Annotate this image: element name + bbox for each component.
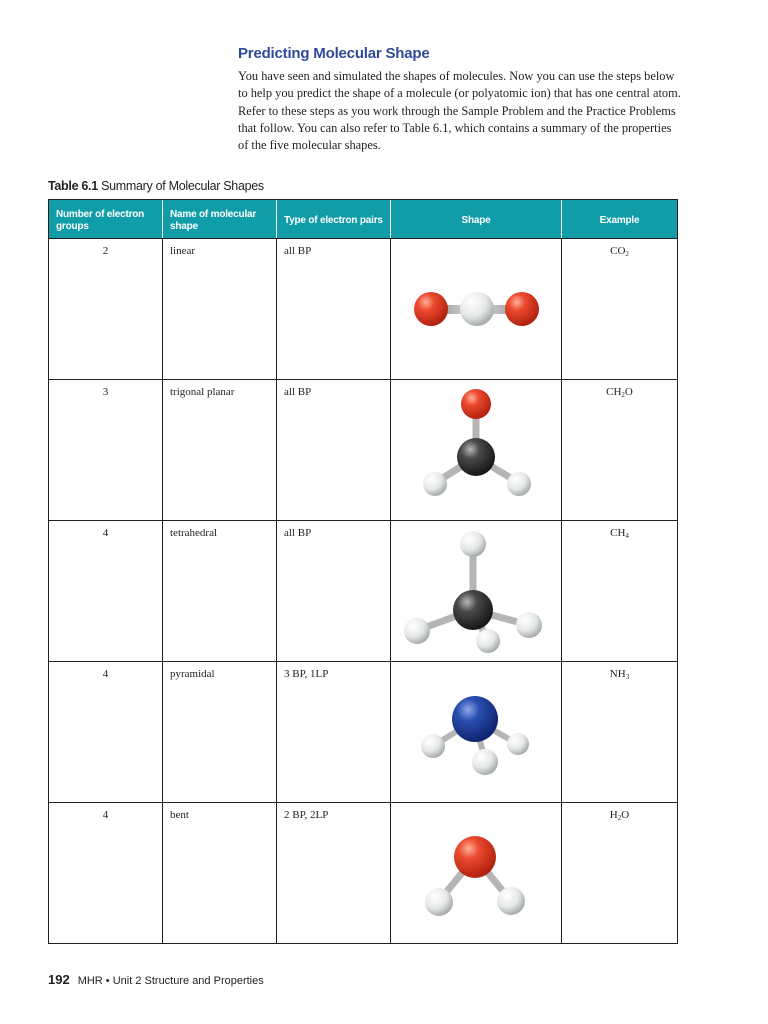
header-shape: Shape: [391, 200, 562, 239]
bent-h2o-model: [391, 806, 561, 940]
page-footer: [48, 972, 264, 987]
shape-name-cell: trigonal planar: [163, 380, 277, 521]
example-formula-cell: $H_2O$: [562, 803, 678, 944]
intro-paragraph: You have seen and simulated the shapes of molecules. Now you can use the steps below to help you predict the shape of a molecule (or polyatomic ion) that has one central atom. Refer to these steps as you work through the Sample Problem and the Practice Problems that follow. You can also refer to Table 6.1, which contains a summary of the properties of the five molecular shapes.: [238, 69, 681, 153]
section-heading: Predicting Molecular Shape: [238, 45, 430, 62]
example-formula-cell: $CH_2O$: [562, 380, 678, 521]
shape-cell: [391, 803, 562, 944]
table-row: [49, 662, 678, 803]
electron-groups-cell: 2: [49, 239, 163, 380]
electron-groups-cell: 4: [49, 521, 163, 662]
table-caption: [48, 179, 264, 193]
table-caption-text: Summary of Molecular Shapes: [101, 179, 264, 193]
shape-cell: [391, 521, 562, 662]
electron-pairs-cell: 3 BP, 1LP: [277, 662, 391, 803]
table-row: [49, 521, 678, 662]
electron-pairs-cell: all BP: [277, 239, 391, 380]
electron-groups-cell: 4: [49, 662, 163, 803]
header-shape-name: Name of molecular shape: [163, 200, 277, 239]
pyramidal-nh3-model: [391, 665, 561, 799]
electron-groups-cell: 3: [49, 380, 163, 521]
electron-pairs-cell: 2 BP, 2LP: [277, 803, 391, 944]
shape-name-cell: bent: [163, 803, 277, 944]
table-row: [49, 380, 678, 521]
table-header-row: [49, 200, 678, 239]
shape-name-cell: tetrahedral: [163, 521, 277, 662]
electron-pairs-cell: all BP: [277, 521, 391, 662]
molecular-shapes-table: [48, 199, 678, 944]
footer-text: MHR • Unit 2 Structure and Properties: [77, 975, 264, 987]
page-number: 192: [48, 972, 70, 987]
example-formula-cell: $CO_2$: [562, 239, 678, 380]
table-row: [49, 239, 678, 380]
header-electron-pairs: Type of electron pairs: [277, 200, 391, 239]
shape-cell: [391, 380, 562, 521]
electron-pairs-cell: all BP: [277, 380, 391, 521]
table-caption-label: Table 6.1: [48, 179, 98, 193]
header-example: Example: [562, 200, 678, 239]
table-row: [49, 803, 678, 944]
shape-cell: [391, 662, 562, 803]
linear-co2-model: [391, 242, 561, 376]
header-electron-groups: Number of electron groups: [49, 200, 163, 239]
shape-name-cell: pyramidal: [163, 662, 277, 803]
electron-groups-cell: 4: [49, 803, 163, 944]
trigonal-planar-ch2o-model: [391, 383, 561, 517]
tetrahedral-ch4-model: [391, 524, 561, 658]
example-formula-cell: $NH_3$: [562, 662, 678, 803]
shape-cell: [391, 239, 562, 380]
shape-name-cell: linear: [163, 239, 277, 380]
example-formula-cell: $CH_4$: [562, 521, 678, 662]
